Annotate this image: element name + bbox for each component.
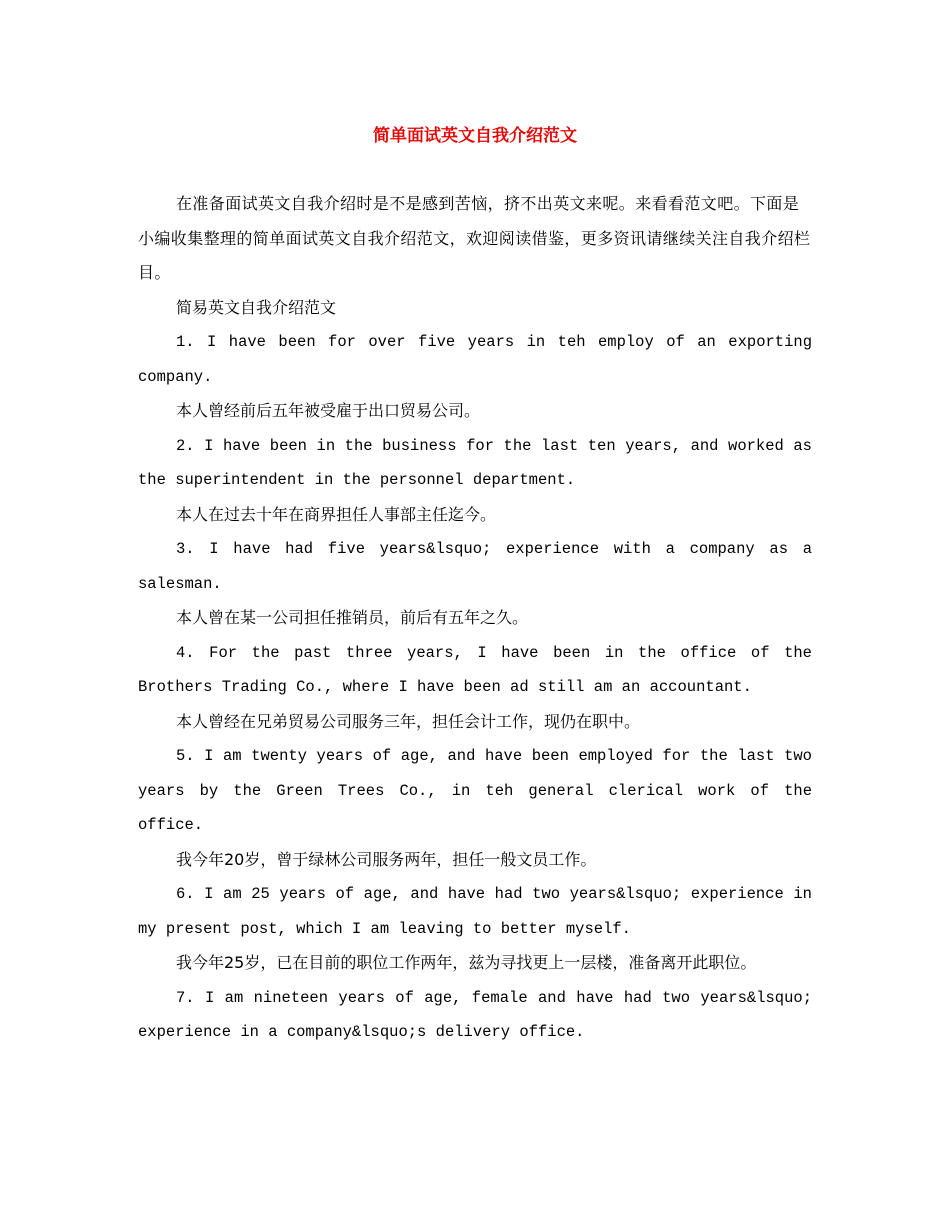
english-sample-7: 7. I am nineteen years of age, female and have had two years&lsquo; experience in a company&lsquo;s delivery office. <box>138 988 812 1041</box>
document-body <box>138 187 812 1050</box>
chinese-translation-2: 本人在过去十年在商界担任人事部主任迄今。 <box>176 504 497 524</box>
chinese-translation-3: 本人曾在某一公司担任推销员，前后有五年之久。 <box>176 608 529 627</box>
english-sample-6: 6. I am 25 years of age, and have had two years&lsquo; experience in my present post, which I am leaving to better myself. <box>138 885 812 938</box>
english-sample-3: 3. I have had five years&lsquo; experience with a company as a salesman. <box>138 540 812 593</box>
intro-paragraph: 在准备面试英文自我介绍时是不是感到苦恼，挤不出英文来呢。来看看范文吧。下面是小编收集整理的简单面试英文自我介绍范文，欢迎阅读借鉴，更多资讯请继续关注自我介绍栏目。 <box>138 194 811 282</box>
section-heading: 简易英文自我介绍范文 <box>176 297 337 317</box>
chinese-translation-5: 我今年20岁，曾于绿林公司服务两年，担任一般文员工作。 <box>176 849 597 869</box>
english-sample-5: 5. I am twenty years of age, and have been employed for the last two years by the Green Trees Co., in teh general clerical work of the office. <box>138 747 812 834</box>
chinese-translation-1: 本人曾经前后五年被受雇于出口贸易公司。 <box>176 401 481 420</box>
english-sample-4: 4. For the past three years, I have been in the office of the Brothers Trading Co., where I have been ad still am an accountant. <box>138 643 812 696</box>
chinese-translation-6: 我今年25岁，已在目前的职位工作两年，兹为寻找更上一层楼，准备离开此职位。 <box>176 953 757 972</box>
document-title: 简单面试英文自我介绍范文 <box>373 126 577 146</box>
chinese-translation-4: 本人曾经在兄弟贸易公司服务三年，担任会计工作，现仍在职中。 <box>176 711 641 731</box>
english-sample-1: 1. I have been for over five years in teh employ of an exporting company. <box>138 333 812 386</box>
english-sample-2: 2. I have been in the business for the last ten years, and worked as the superintendent in the personnel department. <box>138 436 812 489</box>
